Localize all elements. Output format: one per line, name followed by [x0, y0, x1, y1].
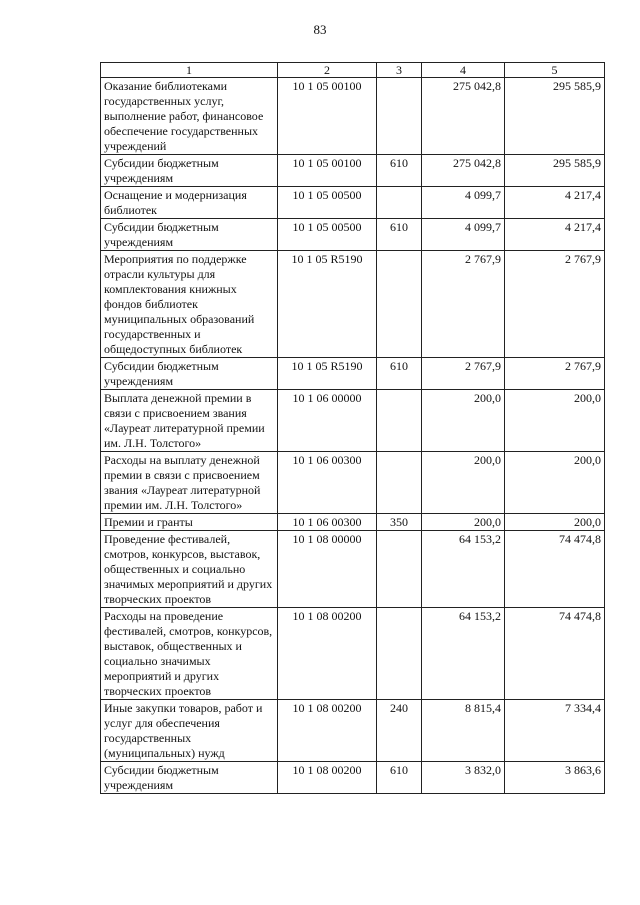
row-value-2022-cell: 2 767,9: [422, 358, 505, 390]
row-value-2022-cell: 64 153,2: [422, 608, 505, 700]
row-value-2023-cell: 3 863,6: [505, 762, 605, 794]
row-value-2022-cell: 2 767,9: [422, 251, 505, 358]
row-code-cell: 10 1 05 00500: [278, 219, 377, 251]
row-value-2023-cell: 295 585,9: [505, 78, 605, 155]
row-value-2022-cell: 3 832,0: [422, 762, 505, 794]
table-row: [101, 700, 605, 762]
row-code-cell: 10 1 05 R5190: [278, 251, 377, 358]
row-value-2023-cell: 200,0: [505, 514, 605, 531]
row-kvr-cell: [377, 78, 422, 155]
row-kvr-cell: 610: [377, 762, 422, 794]
row-value-2022-cell: 275 042,8: [422, 78, 505, 155]
row-kvr-cell: [377, 608, 422, 700]
row-value-2023-cell: 200,0: [505, 390, 605, 452]
row-name-cell: Проведение фестивалей, смотров, конкурсов, выставок, общественных и социально значимых мероприятий и других творческих проектов: [101, 531, 278, 608]
row-name-cell: Субсидии бюджетным учреждениям: [101, 219, 278, 251]
row-code-cell: 10 1 08 00000: [278, 531, 377, 608]
row-kvr-cell: 240: [377, 700, 422, 762]
row-code-cell: 10 1 06 00000: [278, 390, 377, 452]
row-kvr-cell: [377, 390, 422, 452]
table-row: [101, 390, 605, 452]
row-kvr-cell: [377, 251, 422, 358]
column-header: 4: [422, 63, 505, 78]
row-value-2023-cell: 295 585,9: [505, 155, 605, 187]
table-header-row: [101, 63, 605, 78]
row-name-cell: Субсидии бюджетным учреждениям: [101, 155, 278, 187]
row-name-cell: Иные закупки товаров, работ и услуг для обеспечения государственных (муниципальных) нужд: [101, 700, 278, 762]
row-name-cell: Расходы на выплату денежной премии в связи с присвоением звания «Лауреат литературной премии им. Л.Н. Толстого»: [101, 452, 278, 514]
column-header: 2: [278, 63, 377, 78]
row-code-cell: 10 1 08 00200: [278, 700, 377, 762]
row-value-2022-cell: 4 099,7: [422, 219, 505, 251]
table-row: [101, 762, 605, 794]
row-code-cell: 10 1 05 00500: [278, 187, 377, 219]
table-row: [101, 608, 605, 700]
column-header: 5: [505, 63, 605, 78]
table-row: [101, 452, 605, 514]
row-name-cell: Оказание библиотеками государственных услуг, выполнение работ, финансовое обеспечение государственных учреждений: [101, 78, 278, 155]
table-row: [101, 514, 605, 531]
row-name-cell: Оснащение и модернизация библиотек: [101, 187, 278, 219]
row-name-cell: Премии и гранты: [101, 514, 278, 531]
row-kvr-cell: [377, 452, 422, 514]
row-value-2023-cell: 4 217,4: [505, 219, 605, 251]
row-value-2022-cell: 4 099,7: [422, 187, 505, 219]
table-row: [101, 251, 605, 358]
row-kvr-cell: [377, 531, 422, 608]
row-value-2022-cell: 8 815,4: [422, 700, 505, 762]
row-kvr-cell: 610: [377, 219, 422, 251]
row-value-2023-cell: 4 217,4: [505, 187, 605, 219]
page-number: 83: [313, 22, 327, 37]
row-code-cell: 10 1 05 00100: [278, 155, 377, 187]
table-row: [101, 531, 605, 608]
column-header: 3: [377, 63, 422, 78]
row-name-cell: Мероприятия по поддержке отрасли культуры для комплектования книжных фондов библиотек муниципальных образований государственных и общедоступных библиотек: [101, 251, 278, 358]
row-value-2023-cell: 7 334,4: [505, 700, 605, 762]
row-value-2023-cell: 200,0: [505, 452, 605, 514]
row-code-cell: 10 1 08 00200: [278, 608, 377, 700]
row-value-2023-cell: 74 474,8: [505, 608, 605, 700]
row-code-cell: 10 1 05 00100: [278, 78, 377, 155]
row-value-2022-cell: 200,0: [422, 514, 505, 531]
row-code-cell: 10 1 06 00300: [278, 514, 377, 531]
column-header: 1: [101, 63, 278, 78]
row-kvr-cell: 610: [377, 155, 422, 187]
table-row: [101, 78, 605, 155]
row-value-2022-cell: 64 153,2: [422, 531, 505, 608]
table-row: [101, 187, 605, 219]
row-value-2022-cell: 275 042,8: [422, 155, 505, 187]
row-value-2022-cell: 200,0: [422, 452, 505, 514]
row-kvr-cell: [377, 187, 422, 219]
row-code-cell: 10 1 08 00200: [278, 762, 377, 794]
row-kvr-cell: 350: [377, 514, 422, 531]
table-row: [101, 219, 605, 251]
row-name-cell: Субсидии бюджетным учреждениям: [101, 358, 278, 390]
row-value-2022-cell: 200,0: [422, 390, 505, 452]
table-row: [101, 155, 605, 187]
row-value-2023-cell: 2 767,9: [505, 358, 605, 390]
row-code-cell: 10 1 06 00300: [278, 452, 377, 514]
budget-table: [100, 62, 605, 794]
row-value-2023-cell: 2 767,9: [505, 251, 605, 358]
row-name-cell: Субсидии бюджетным учреждениям: [101, 762, 278, 794]
row-kvr-cell: 610: [377, 358, 422, 390]
row-value-2023-cell: 74 474,8: [505, 531, 605, 608]
table-row: [101, 358, 605, 390]
row-name-cell: Расходы на проведение фестивалей, смотров, конкурсов, выставок, общественных и социально значимых мероприятий и других творческих проектов: [101, 608, 278, 700]
row-name-cell: Выплата денежной премии в связи с присвоением звания «Лауреат литературной премии им. Л.Н. Толстого»: [101, 390, 278, 452]
row-code-cell: 10 1 05 R5190: [278, 358, 377, 390]
